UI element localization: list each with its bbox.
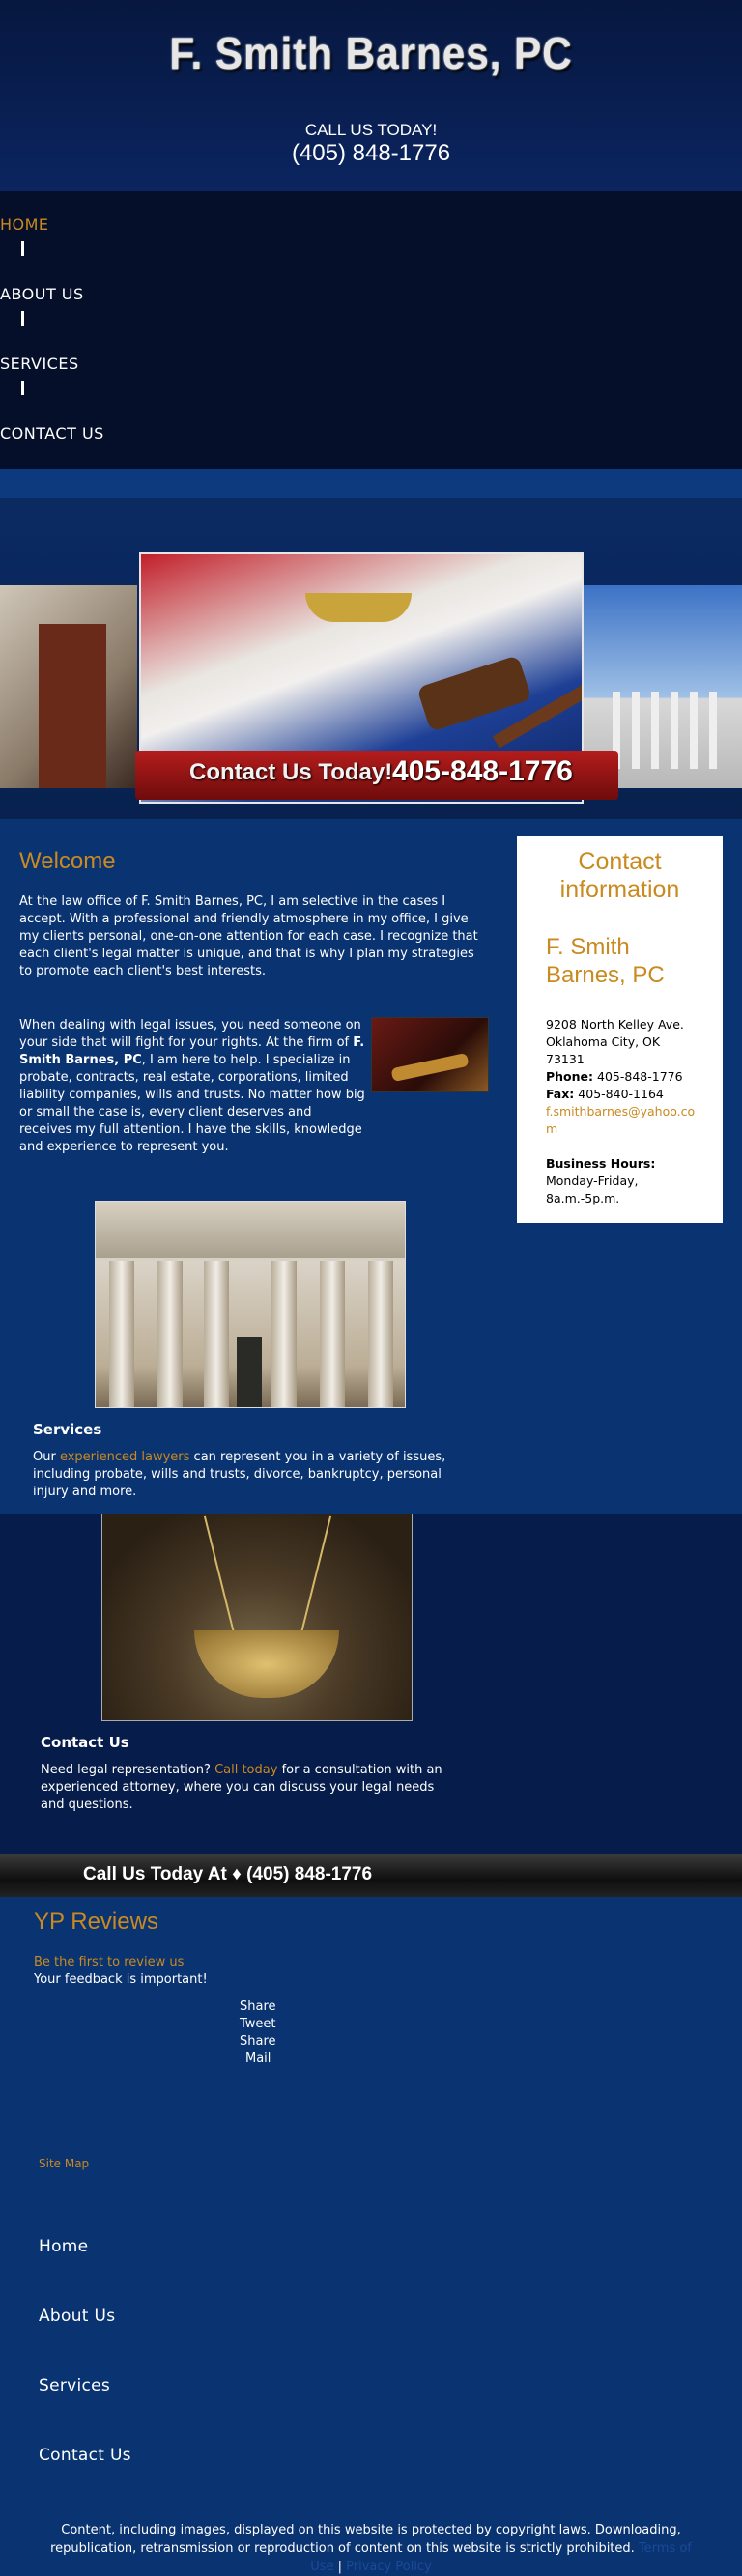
nav-services[interactable]: SERVICES — [0, 354, 79, 373]
law-book-image — [371, 1017, 489, 1092]
text-segment: Our — [33, 1450, 60, 1464]
phone-label: Phone: — [546, 1069, 594, 1084]
copyright-notice — [0, 2521, 742, 2576]
nav-separator — [21, 381, 24, 395]
contact-info-card — [517, 836, 723, 1223]
experienced-lawyers-link[interactable]: experienced lawyers — [59, 1450, 190, 1464]
email-link[interactable]: f.smithbarnes@yahoo.com — [546, 1104, 696, 1136]
reviews-section — [0, 1897, 742, 2568]
services-paragraph — [33, 1449, 468, 1501]
mail-button[interactable]: Mail — [245, 2052, 271, 2066]
contact-paragraph — [41, 1762, 446, 1814]
text-segment: can represent you in a variety of issues, including probate, wills and trusts, divorce, bankruptcy, personal injury and more. — [33, 1450, 446, 1499]
hours-label — [546, 1155, 655, 1173]
reviews-heading: YP Reviews — [34, 1909, 158, 1935]
nav-about-us[interactable]: ABOUT US — [0, 285, 84, 303]
address-line: 9208 North Kelley Ave. — [546, 1017, 684, 1032]
courthouse-columns-image — [95, 1201, 406, 1408]
welcome-paragraph-2 — [19, 1017, 367, 1156]
hours-line: Monday-Friday, — [546, 1174, 639, 1188]
hours-label-text: Business Hours: — [546, 1156, 656, 1171]
nav-separator — [21, 241, 24, 256]
contact-card-title: Contact information — [559, 848, 680, 903]
banner-cta-text: Contact Us Today! — [189, 759, 393, 785]
firm-name-bold: F. Smith Barnes, PC — [19, 1035, 365, 1067]
call-today-link[interactable]: Call today — [214, 1763, 278, 1777]
hours-line: 8a.m.-5p.m. — [546, 1191, 620, 1205]
email-line — [546, 1103, 700, 1138]
welcome-heading: Welcome — [19, 848, 116, 874]
call-label: CALL US TODAY! — [304, 121, 438, 139]
privacy-policy-link[interactable]: Privacy Policy — [346, 2560, 432, 2574]
contact-heading: Contact Us — [41, 1734, 129, 1751]
copyright-text: Content, including images, displayed on this website is protected by copyright laws. Downloading, republication, retransmission or reproduction of content on this website is strictly prohibited. — [50, 2523, 681, 2556]
text-segment: Need legal representation? — [41, 1763, 215, 1777]
nav-separator — [21, 311, 24, 326]
share-facebook-button[interactable]: Share — [240, 1999, 276, 2014]
text-segment: When dealing with legal issues, you need someone on your side that will fight for your rights. At the firm of — [19, 1018, 361, 1050]
banner-phone: 405-848-1776 — [392, 755, 573, 787]
terms-of-use-link[interactable]: Terms of Use — [310, 2541, 692, 2574]
first-review-link[interactable]: Be the first to review us — [34, 1955, 185, 1969]
text-segment: for a consultation with an experienced attorney, where you can discuss your legal needs and questions. — [41, 1763, 442, 1812]
feedback-text: Your feedback is important! — [34, 1972, 208, 1987]
site-map-link[interactable]: Site Map — [39, 2157, 90, 2170]
zip-code: 73131 — [546, 1052, 585, 1066]
footer-nav-services[interactable]: Services — [39, 2376, 111, 2395]
fax-value: 405-840-1164 — [578, 1087, 664, 1101]
text-segment: , I am here to help. I specialize in probate, contracts, real estate, corporations, limited liability companies, wills and trusts. No matter how big or small the case is, every client deserves and receives my full attention. I have the skills, knowledge and experience to represent you. — [19, 1053, 365, 1154]
contact-card-firm: F. Smith Barnes, PC — [546, 934, 665, 988]
banner-cta[interactable] — [0, 751, 742, 800]
phone-value[interactable]: 405-848-1776 — [597, 1069, 683, 1084]
services-heading: Services — [33, 1421, 102, 1438]
share-button[interactable]: Share — [240, 2034, 276, 2049]
welcome-paragraph: At the law office of F. Smith Barnes, PC, I am selective in the cases I accept. With a professional and friendly atmosphere in my office, I give my clients personal, one-on-one attention for each case. I recognize that each client's legal matter is unique, and that is why I plan my strategies to promote each client's best interests. — [19, 894, 478, 978]
hero-banner — [0, 510, 742, 819]
address-line: Oklahoma City, OK — [546, 1034, 661, 1049]
site-logo[interactable]: F. Smith Barnes, PC — [169, 28, 573, 78]
fax-label: Fax: — [546, 1087, 575, 1101]
nav-home[interactable]: HOME — [0, 215, 49, 234]
call-bar-text: Call Us Today At ♦ (405) 848-1776 — [83, 1864, 373, 1884]
divider-band — [0, 469, 742, 498]
footer-nav-home[interactable]: Home — [39, 2237, 89, 2256]
link-separator: | — [337, 2560, 343, 2574]
nav-contact-us[interactable]: CONTACT US — [0, 424, 104, 442]
fax-line — [546, 1086, 664, 1103]
main-nav — [0, 191, 742, 469]
tweet-button[interactable]: Tweet — [240, 2017, 276, 2031]
brass-scale-image — [101, 1514, 413, 1721]
divider-band — [0, 498, 742, 510]
footer-nav-contact-us[interactable]: Contact Us — [39, 2446, 131, 2465]
phone-line — [546, 1068, 683, 1086]
footer-nav-about-us[interactable]: About Us — [39, 2307, 116, 2326]
call-bar[interactable] — [0, 1854, 742, 1897]
header-phone[interactable]: (405) 848-1776 — [291, 140, 451, 166]
